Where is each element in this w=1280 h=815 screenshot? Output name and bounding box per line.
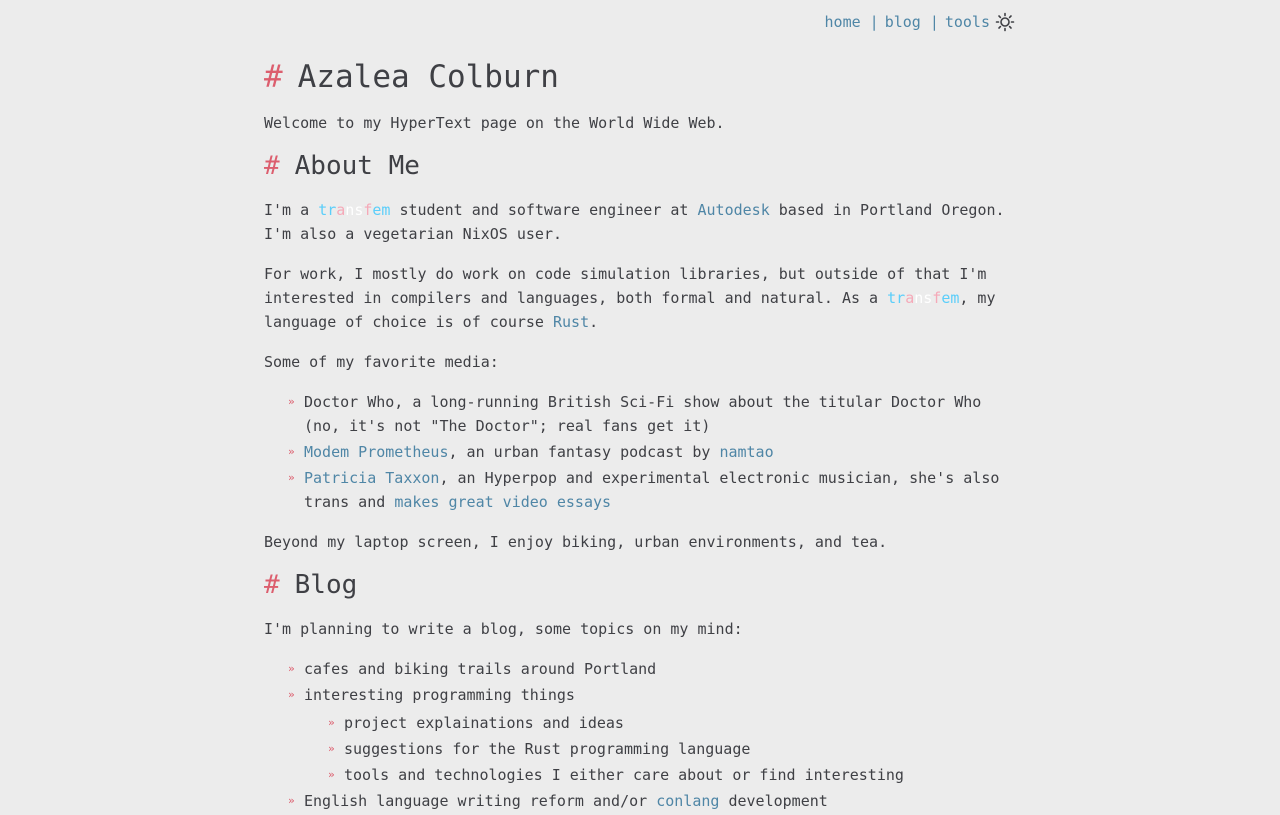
transfem-flag-text: transfem [887,289,960,307]
beyond-text: Beyond my laptop screen, I enjoy biking, urban environments, and tea. [264,533,888,551]
list-item-text: suggestions for the Rust programming language [344,740,751,758]
about-heading-text: About Me [294,151,420,181]
bullet-icon: » [288,395,295,408]
bullet-icon: » [288,662,295,675]
transfem-flag-text: transfem [318,201,391,219]
namtao-link[interactable]: namtao [719,443,774,461]
rust-link[interactable]: Rust [552,313,590,331]
blog-topics-list [264,657,1024,815]
list-item [264,657,1024,681]
welcome-text: Welcome to my HyperText page on the World Wide Web. [264,114,725,132]
bullet-icon: » [288,688,295,701]
bullet-icon: » [328,716,335,729]
text-segment: . [589,313,599,331]
list-item [264,440,1024,464]
nav-separator: | [869,13,879,31]
blog-heading-text: Blog [294,570,358,600]
heading-hash: # [264,570,280,600]
nav-blog-link[interactable]: blog [884,13,921,31]
about-paragraph-1 [264,198,1024,246]
top-nav [825,11,1016,33]
list-item-text: cafes and biking trails around Portland [304,660,657,678]
theme-toggle-button[interactable] [994,11,1016,33]
patricia-taxxon-link[interactable]: Patricia Taxxon [304,469,440,487]
heading-hash: # [264,59,283,95]
text-segment: student and software engineer at [390,201,698,219]
bullet-icon: » [288,794,295,807]
about-heading [264,148,1024,184]
list-item [264,683,1024,787]
autodesk-link[interactable]: Autodesk [697,201,770,219]
text-segment: I'm a [264,201,319,219]
list-item [264,466,1024,514]
list-item [264,789,1024,813]
list-item-text: , an urban fantasy podcast by [448,443,720,461]
list-item [264,390,1024,438]
video-essays-link[interactable]: makes great video essays [394,493,612,511]
list-item [304,737,1024,761]
text-segment: For work, I mostly do work on code simulation libraries, but outside of that I'm interested in compilers and languages, both formal and natural. As a [264,265,987,307]
list-item-text: Doctor Who, a long-running British Sci-Fi show about the titular Doctor Who (no, it's not "The Doctor"; real fans get it) [304,393,982,435]
list-item-text: development [719,792,828,810]
list-item-text: English language writing reform and/or [304,792,657,810]
sun-icon [995,12,1015,32]
nav-tools-link[interactable]: tools [944,13,990,31]
list-item [304,711,1024,735]
media-intro: Some of my favorite media: [264,353,499,371]
list-item-text: interesting programming things [304,686,575,704]
text-segment: , my language of choice is of course [264,289,996,331]
nested-list [304,711,1024,787]
page-title-text: Azalea Colburn [297,59,559,95]
bullet-icon: » [288,471,295,484]
blog-heading [264,567,1024,603]
list-item-text: project explainations and ideas [344,714,624,732]
text-segment: based in Portland Oregon. I'm also a vegetarian NixOS user. [264,201,1005,243]
bullet-icon: » [328,742,335,755]
nav-separator: | [929,13,939,31]
modem-prometheus-link[interactable]: Modem Prometheus [304,443,449,461]
list-item-text: , an Hyperpop and experimental electronic musician, she's also trans and [304,469,1000,511]
list-item-text: tools and technologies I either care about or find interesting [344,766,904,784]
nav-home-link[interactable]: home [824,13,861,31]
conlang-link[interactable]: conlang [656,792,720,810]
blog-intro: I'm planning to write a blog, some topics on my mind: [264,620,743,638]
bullet-icon: » [288,445,295,458]
about-paragraph-2 [264,262,1024,334]
page-title [264,57,559,97]
list-item [304,763,1024,787]
bullet-icon: » [328,768,335,781]
heading-hash: # [264,151,280,181]
favorite-media-list [264,390,1024,516]
